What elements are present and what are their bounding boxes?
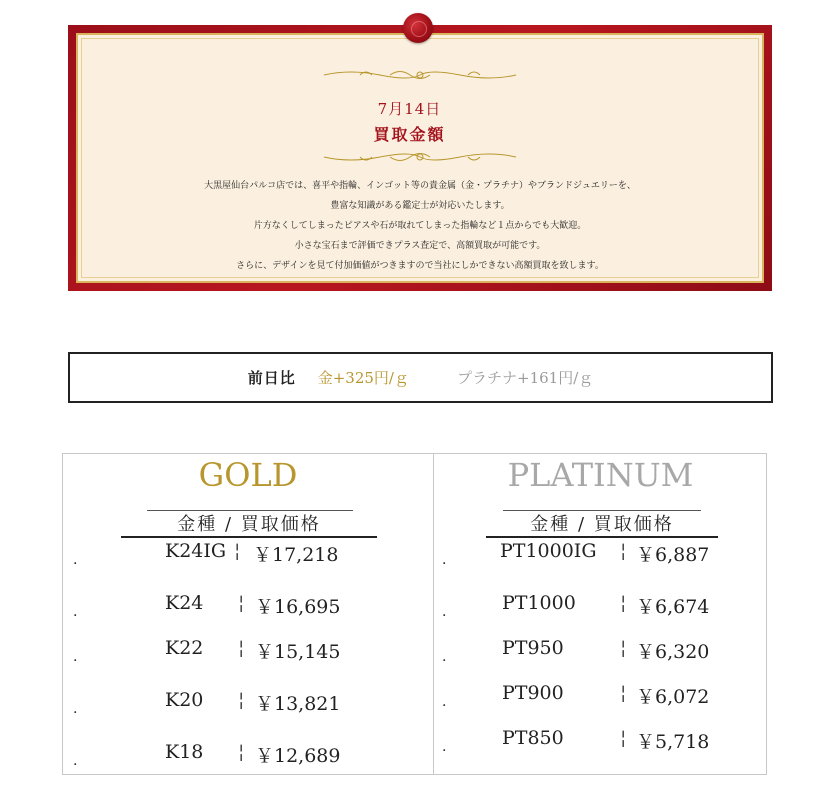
description-line: さらに、デザインを見て付加価値がつきますので当社にしかできない高額買取を致します。 xyxy=(236,261,604,271)
wax-seal-icon xyxy=(403,13,433,43)
gold-row xyxy=(63,592,433,634)
description-line: 片方なくしてしまったピアスや石が取れてしまった指輪など１点からでも大歓迎。 xyxy=(253,221,587,231)
metal-type: K22 xyxy=(165,637,204,659)
description-line: 小さな宝石まで評価できプラス査定で、高額買取が可能です。 xyxy=(294,241,546,251)
platinum-row xyxy=(434,592,767,634)
date-label: 7月14日 xyxy=(377,100,442,118)
bullet: . xyxy=(442,649,447,665)
metal-type: K18 xyxy=(165,741,204,763)
metal-type: PT850 xyxy=(502,727,564,749)
bullet: . xyxy=(442,604,447,620)
buy-price: ￥6,072 xyxy=(636,686,710,708)
metal-type: K20 xyxy=(165,689,204,711)
bullet: . xyxy=(73,604,78,620)
gold-price-change: 金+325円/ｇ xyxy=(317,369,409,387)
separator: ¦ xyxy=(238,689,245,711)
platinum-subheader: 金種 / 買取価格 xyxy=(530,514,674,535)
description-line: 豊富な知識がある鑑定士が対応いたします。 xyxy=(330,201,510,211)
buy-price: ￥6,320 xyxy=(636,641,710,663)
separator: ¦ xyxy=(234,540,241,562)
bullet: . xyxy=(73,701,78,717)
gold-row xyxy=(63,689,433,731)
separator: ¦ xyxy=(238,741,245,763)
separator: ¦ xyxy=(620,540,627,562)
bullet: . xyxy=(442,552,447,568)
buy-price: ￥15,145 xyxy=(255,641,341,663)
price-change-label: 前日比 xyxy=(247,369,296,387)
page-title: 買取金額 xyxy=(373,125,446,144)
separator: ¦ xyxy=(620,682,627,704)
platinum-row xyxy=(434,637,767,679)
metal-type: K24 xyxy=(165,592,204,614)
platinum-row xyxy=(434,540,767,582)
platinum-row xyxy=(434,727,767,769)
separator: ¦ xyxy=(620,727,627,749)
price-change-box xyxy=(68,352,773,403)
buy-price: ￥6,887 xyxy=(636,544,710,566)
bullet: . xyxy=(442,694,447,710)
bullet: . xyxy=(442,739,447,755)
separator: ¦ xyxy=(238,637,245,659)
separator: ¦ xyxy=(238,592,245,614)
platinum-price-change: プラチナ+161円/ｇ xyxy=(457,369,594,387)
subheader-underline xyxy=(486,536,718,538)
buy-price: ￥17,218 xyxy=(253,544,339,566)
separator: ¦ xyxy=(620,637,627,659)
price-table xyxy=(62,453,767,775)
gold-subheader: 金種 / 買取価格 xyxy=(177,514,321,535)
flourish-divider-icon xyxy=(320,149,520,165)
gold-row xyxy=(63,637,433,679)
metal-type: PT950 xyxy=(502,637,564,659)
buy-price: ￥6,674 xyxy=(636,596,710,618)
metal-type: PT1000 xyxy=(502,592,576,614)
separator: ¦ xyxy=(620,592,627,614)
platinum-column xyxy=(434,454,767,774)
gold-title: GOLD xyxy=(198,456,298,494)
gold-row xyxy=(63,540,433,582)
platinum-title: PLATINUM xyxy=(507,456,694,494)
buy-price: ￥16,695 xyxy=(255,596,341,618)
platinum-row xyxy=(434,682,767,724)
flourish-divider-icon xyxy=(320,67,520,83)
buy-price: ￥5,718 xyxy=(636,731,710,753)
bullet: . xyxy=(73,649,78,665)
bullet: . xyxy=(73,753,78,769)
metal-type: K24IG xyxy=(165,540,227,562)
buy-price: ￥12,689 xyxy=(255,745,341,767)
gold-column xyxy=(63,454,433,774)
store-description xyxy=(150,176,690,276)
metal-type: PT1000IG xyxy=(500,540,597,562)
subheader-underline xyxy=(121,536,377,538)
gold-row xyxy=(63,741,433,783)
bullet: . xyxy=(73,552,78,568)
description-line: 大黒屋仙台パルコ店では、喜平や指輪、インゴット等の貴金属（金・プラチナ）やブランドジュエリーを、 xyxy=(204,181,636,191)
metal-type: PT900 xyxy=(502,682,564,704)
buy-price: ￥13,821 xyxy=(255,693,341,715)
